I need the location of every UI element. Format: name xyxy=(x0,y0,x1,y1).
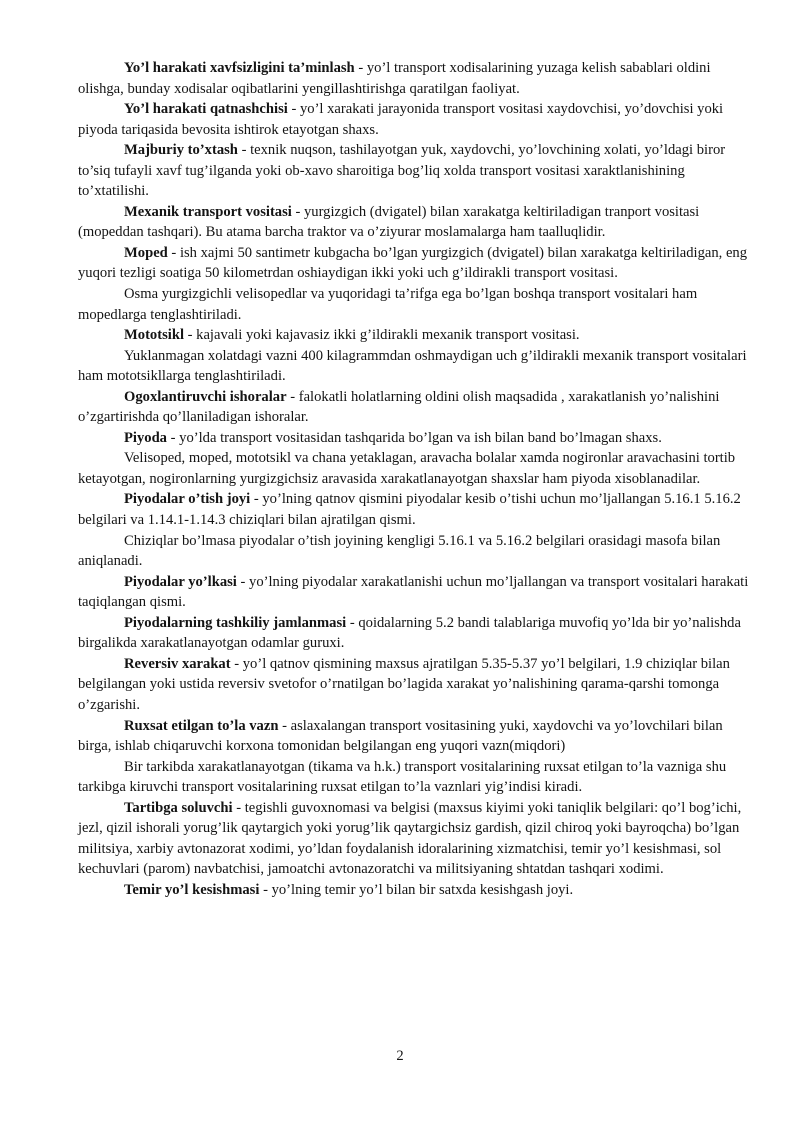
paragraph-13 xyxy=(78,531,754,572)
term: Moped xyxy=(124,244,168,261)
definition: Osma yurgizgichli velisopedlar va yuqoridagi ta’rifga ega bo’lgan boshqa transport vositalari ham mopedlarga tenglashtiriladi. xyxy=(78,286,698,323)
term: Yo’l harakati xavfsizligini ta’minlash xyxy=(124,60,355,76)
term: Ruxsat etilgan to’la vazn xyxy=(124,717,279,734)
document-body xyxy=(78,58,754,900)
term: Mexanik transport vositasi xyxy=(124,203,292,220)
term: Tartibga soluvchi xyxy=(124,799,233,816)
definition: - texnik nuqson, tashilayotgan yuk, xaydovchi, yo’lovchining xolati, yo’ldagi biror to’siq tufayli xavf tug’ilganda yoki ob-xavo sharoitiga bog’liq xolda transport vositasi xaraktlanishining to’xtatilishi. xyxy=(78,142,726,200)
definition: - aslaxalangan transport vositasining yuki, xaydovchi va yo’lovchilari bilan birga, ishlab chiqaruvchi korxona tomonidan belgilangan eng yuqori vazn(miqdori) xyxy=(78,717,723,755)
paragraph-5 xyxy=(78,243,754,284)
paragraph-10 xyxy=(78,428,754,449)
term: Majburiy to’xtash xyxy=(124,142,238,159)
definition: - falokatli holatlarning oldini olish maqsadida , xarakatlanish yo’nalishini o’zgartirishda qo’llaniladigan ishoralar. xyxy=(78,388,720,426)
paragraph-7 xyxy=(78,325,754,346)
paragraph-19 xyxy=(78,798,754,880)
definition: - yo’lning qatnov qismini piyodalar kesib o’tishi uchun mo’ljallangan 5.16.1 5.16.2 belgilari va 1.14.1-1.14.3 chiziqlari bilan ajratilgan qismi. xyxy=(78,491,741,529)
term: Ogoxlantiruvchi ishoralar xyxy=(124,388,287,405)
term: Mototsikl xyxy=(124,327,184,344)
definition: Bir tarkibda xarakatlanayotgan (tikama va h.k.) transport vositalarining ruxsat etilgan to’la vazniga shu tarkibga kiruvchi transport vositalarining ruxsat etilgan to’la vaznlari yig’indisi kiradi. xyxy=(78,758,727,796)
definition: - yo’lda transport vositasidan tashqarida bo’lgan va ish bilan band bo’lmagan shaxs. xyxy=(166,429,662,446)
paragraph-3 xyxy=(78,140,754,202)
definition: - qoidalarning 5.2 bandi talablariga muvofiq yo’lda bir yo’nalishda birgalikda xarakatlanayotgan odamlar guruxi. xyxy=(78,614,741,652)
paragraph-6 xyxy=(78,284,754,325)
definition: Velisoped, moped, mototsikl va chana yetaklagan, aravacha bolalar xamda nogironlar aravachasini tortib ketayotgan, nogironlarning yurgizgichsiz aravasida xarakatlanayotgan shaxslar ham piyoda xisoblanadilar. xyxy=(78,450,736,487)
definition: - yurgizgich (dvigatel) bilan xarakatga keltiriladigan tranport vositasi (mopeddan tashqari). Bu atama barcha traktor va o’ziyurar moslamalarga ham taalluqlidir. xyxy=(78,203,700,241)
term: Piyoda xyxy=(124,429,167,446)
term: Temir yo’l kesishmasi xyxy=(124,881,260,898)
paragraph-4 xyxy=(78,202,754,243)
paragraph-17 xyxy=(78,716,754,757)
term: Piyodalarning tashkiliy jamlanmasi xyxy=(124,614,347,631)
paragraph-16 xyxy=(78,654,754,716)
term: Reversiv xarakat xyxy=(124,655,231,672)
paragraph-15 xyxy=(78,613,754,654)
paragraph-2 xyxy=(78,99,754,140)
paragraph-1 xyxy=(78,58,754,99)
definition: Yuklanmagan xolatdagi vazni 400 kilagrammdan oshmaydigan uch g’ildirakli mexanik transport vositalari ham mototsikllarga tenglashtiriladi. xyxy=(78,347,747,385)
definition: - yo’lning temir yo’l bilan bir satxda kesishgash joyi. xyxy=(259,881,574,898)
definition: - tegishli guvoxnomasi va belgisi (maxsus kiyimi yoki taniqlik belgilari: qo’l bog’ichi, jezl, qizil ishorali yorug’lik qaytargich yoki yorug’lik qaytargichsiz gardish, qizil chiroq yoki bayroqcha) bo’lgan militsiya, xarbiy avtonazorat xodimi, yo’ldan foydalanish idoralarining xizmatchisi, temir yo’l kesishmasi, sol kechuvlari (parom) navbatchisi, jamoatchi avtonazoratchi va militsiyaning shtatdan tashqari xodimi. xyxy=(78,799,742,878)
term: Piyodalar yo’lkasi xyxy=(124,573,237,590)
term: Yo’l harakati qatnashchisi xyxy=(124,101,288,118)
definition: - yo’l transport xodisalarining yuzaga kelish sabablari oldini olishga, bunday xodisalar oqibatlarini yengillashtirishga qaratilgan faoliyat. xyxy=(78,60,711,97)
paragraph-9 xyxy=(78,387,754,428)
paragraph-14 xyxy=(78,572,754,613)
definition: - ish xajmi 50 santimetr kubgacha bo’lgan yurgizgich (dvigatel) bilan xarakatga keltiriladigan, eng yuqori tezligi soatiga 50 kilometrdan oshiaydigan ikki yoki uch g’ildirakli transport vositasi. xyxy=(78,244,748,282)
paragraph-12 xyxy=(78,489,754,530)
paragraph-8 xyxy=(78,346,754,387)
paragraph-11 xyxy=(78,448,754,489)
definition: - kajavali yoki kajavasiz ikki g’ildirakli mexanik transport vositasi. xyxy=(184,327,580,344)
definition: - yo’lning piyodalar xarakatlanishi uchun mo’ljallangan va transport vositalari harakati taqiqlangan qismi. xyxy=(78,573,749,611)
definition: - yo’l xarakati jarayonida transport vositasi xaydovchisi, yo’dovchisi yoki piyoda tariqasida bevosita ishtirok etayotgan shaxs. xyxy=(78,101,724,138)
definition: - yo’l qatnov qismining maxsus ajratilgan 5.35-5.37 yo’l belgilari, 1.9 chiziqlar bilan belgilangan yoki ustida reversiv svetofor o’rnatilgan bo’lagida xarakat yo’nalishining qarama-qarshi tomonga o’zgarishi. xyxy=(78,655,730,713)
paragraph-18 xyxy=(78,757,754,798)
definition: Chiziqlar bo’lmasa piyodalar o’tish joyining kengligi 5.16.1 va 5.16.2 belgilari orasidagi masofa bilan aniqlanadi. xyxy=(78,532,721,570)
term: Piyodalar o’tish joyi xyxy=(124,491,251,508)
paragraph-20 xyxy=(78,880,754,901)
page-number: 2 xyxy=(396,1048,404,1064)
